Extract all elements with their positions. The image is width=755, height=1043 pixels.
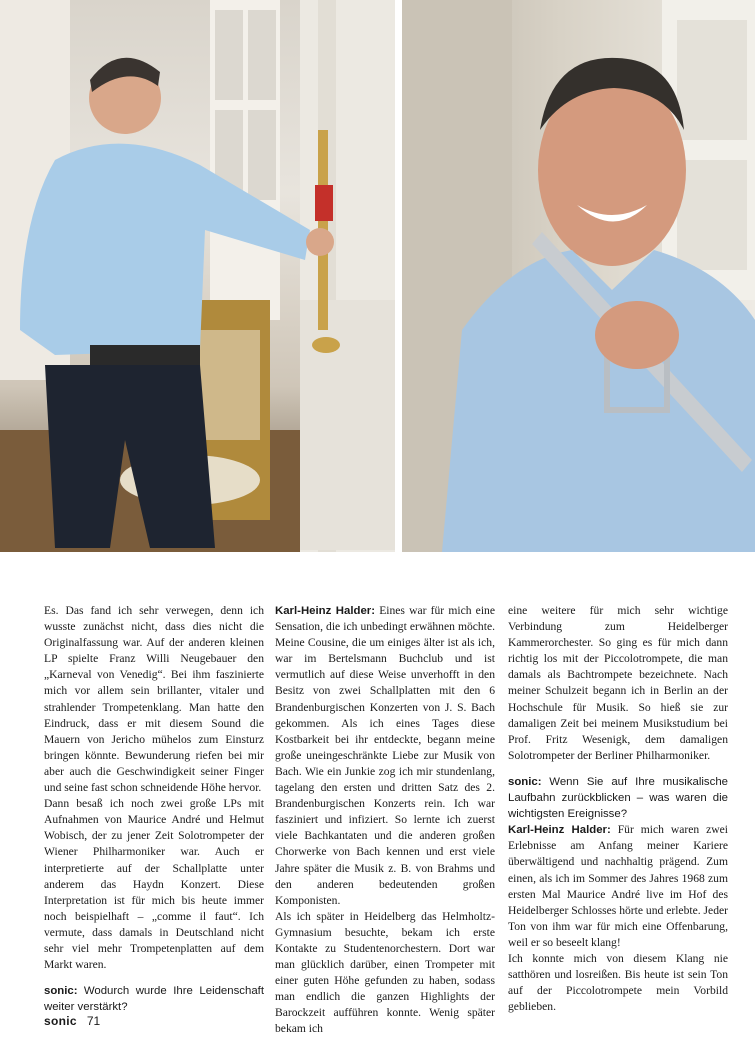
man-portrait-trumpet-photo (402, 0, 755, 552)
paragraph: Es. Das fand ich sehr verwegen, denn ich wusste zunächst nicht, dass dies nicht die Originalfassung war. Auf der anderen kleinen LP spielte Franz Willi Neugebauer den „Karneval von Venedig“. Bei ihm faszinierte mich vor allem sein brillanter, vitaler und strahlender Trompetenklang. Man hatte den Eindruck, dass er mit diesem Sound die Mauern von Jericho mühelos zum Einsturz bringen könnte. Bewunderung riefen bei mir aber auch die Geschwindigkeit seiner Finger und seine fast schon schneidende Höhe hervor. (44, 604, 264, 795)
text-column-2 (275, 603, 495, 1038)
interview-question (508, 774, 728, 822)
answer-label: Karl-Heinz Halder: (508, 824, 611, 837)
text-column-1 (44, 603, 264, 1015)
question-label: sonic: (44, 985, 78, 998)
page-footer (44, 1014, 100, 1028)
man-with-trumpet-illustration (0, 0, 395, 552)
paragraph: Dann besaß ich noch zwei große LPs mit Aufnahmen von Maurice André und Helmut Wobisch, der zu jener Zeit Solotrompeter der Wiener Philharmoniker war. Auch er interpretierte auf der Schallplatte unter anderem das Haydn Konzert. Diese Interpretation ist für mich bis heute immer noch beispielhaft – „comme il faut“. Ich vermute, dass damals in Deutschland nicht sehr viel mehr Trompetenplatten auf dem Markt waren. (44, 797, 264, 972)
question-text: Wenn Sie auf Ihre musikalische Laufbahn zurückblicken – was waren die wichtigsten Ereignisse? (508, 775, 728, 821)
man-with-trumpet-photo (0, 0, 395, 552)
question-text: Wodurch wurde Ihre Leidenschaft weiter verstärkt? (44, 985, 264, 1014)
paragraph: Als ich später in Heidelberg das Helmholtz-Gymnasium besuchte, bekam ich erste Kontakte zu Studentenorchestern. Dort war man glücklich darüber, einen Trompeter mit einer guten Höhe gefunden zu haben, sodass man endlich die ganzen Highlights der Barockzeit aufführen konnte. Wenig später bekam ich (275, 909, 495, 1036)
question-label: sonic: (508, 775, 542, 788)
answer-text: Eines war für mich eine Sensation, die ich unbedingt erwähnen möchte. Meine Cousine, die um einiges älter ist als ich, war im Bertelsmann Buchclub und ist vermutlich auf diese Weise unverhofft in den Besitz von zwei Schallplatten mit den 6 Brandenburgischen Konzerten von J. S. Bach gekommen. Als ich eines Tages diese Kostbarkeit bei ihr entdeckte, begann meine große uneingeschränkte Liebe zur Musik von Bach. Wie ein Junkie zog ich mir stundenlang, tagelang den ersten und dritten Satz des 2. Brandenburgischen Konzerts rein. Ich war fasziniert und infiziert. So lernte ich zuerst viele Bachkantaten und die anderen großen Chorwerke von Bach kennen und erst viele Jahre später die Musik z. B. von Brahms und den anderen bedeutenden großen Komponisten. (275, 604, 495, 907)
man-portrait-trumpet-illustration (402, 0, 755, 552)
interview-question (44, 983, 264, 1015)
text-column-3 (508, 603, 728, 1015)
answer-text: Für mich waren zwei Erlebnisse am Anfang meiner Kariere überwältigend und nachhaltig prägend. Zum einen, als ich im Sommer des Jahres 1968 zum ersten Mal Maurice André live im Hof des Heidelberger Schlosses hörte und erlebte. Jeder Ton von ihm war für mich eine Offenbarung, weil er so beseelt klang! (508, 823, 728, 949)
interview-answer (275, 603, 495, 909)
magazine-brand: sonic (44, 1014, 77, 1028)
answer-label: Karl-Heinz Halder: (275, 605, 376, 617)
interview-answer (508, 822, 728, 951)
paragraph: eine weitere für mich sehr wichtige Verbindung zum Heidelberger Kammerorchester. So ging es für mich dann richtig los mit der Piccolotrompete, die man damals als Bachtrompete bezeichnete. Nach meiner Schulzeit begann ich in Berlin an der Hochschule für Musik. So hieß sie zur damaligen Zeit bei meinem Musikstudium bei Prof. Fritz Wesenigk, dem damaligen Solotrompeter der Berliner Philharmoniker. (508, 604, 728, 762)
page-number: 71 (86, 1014, 101, 1028)
paragraph: Ich konnte mich von diesem Klang nie satthören und losreißen. Bis heute ist sein Ton auf der Piccolotrompete mein Vorbild geblieben. (508, 951, 728, 1014)
